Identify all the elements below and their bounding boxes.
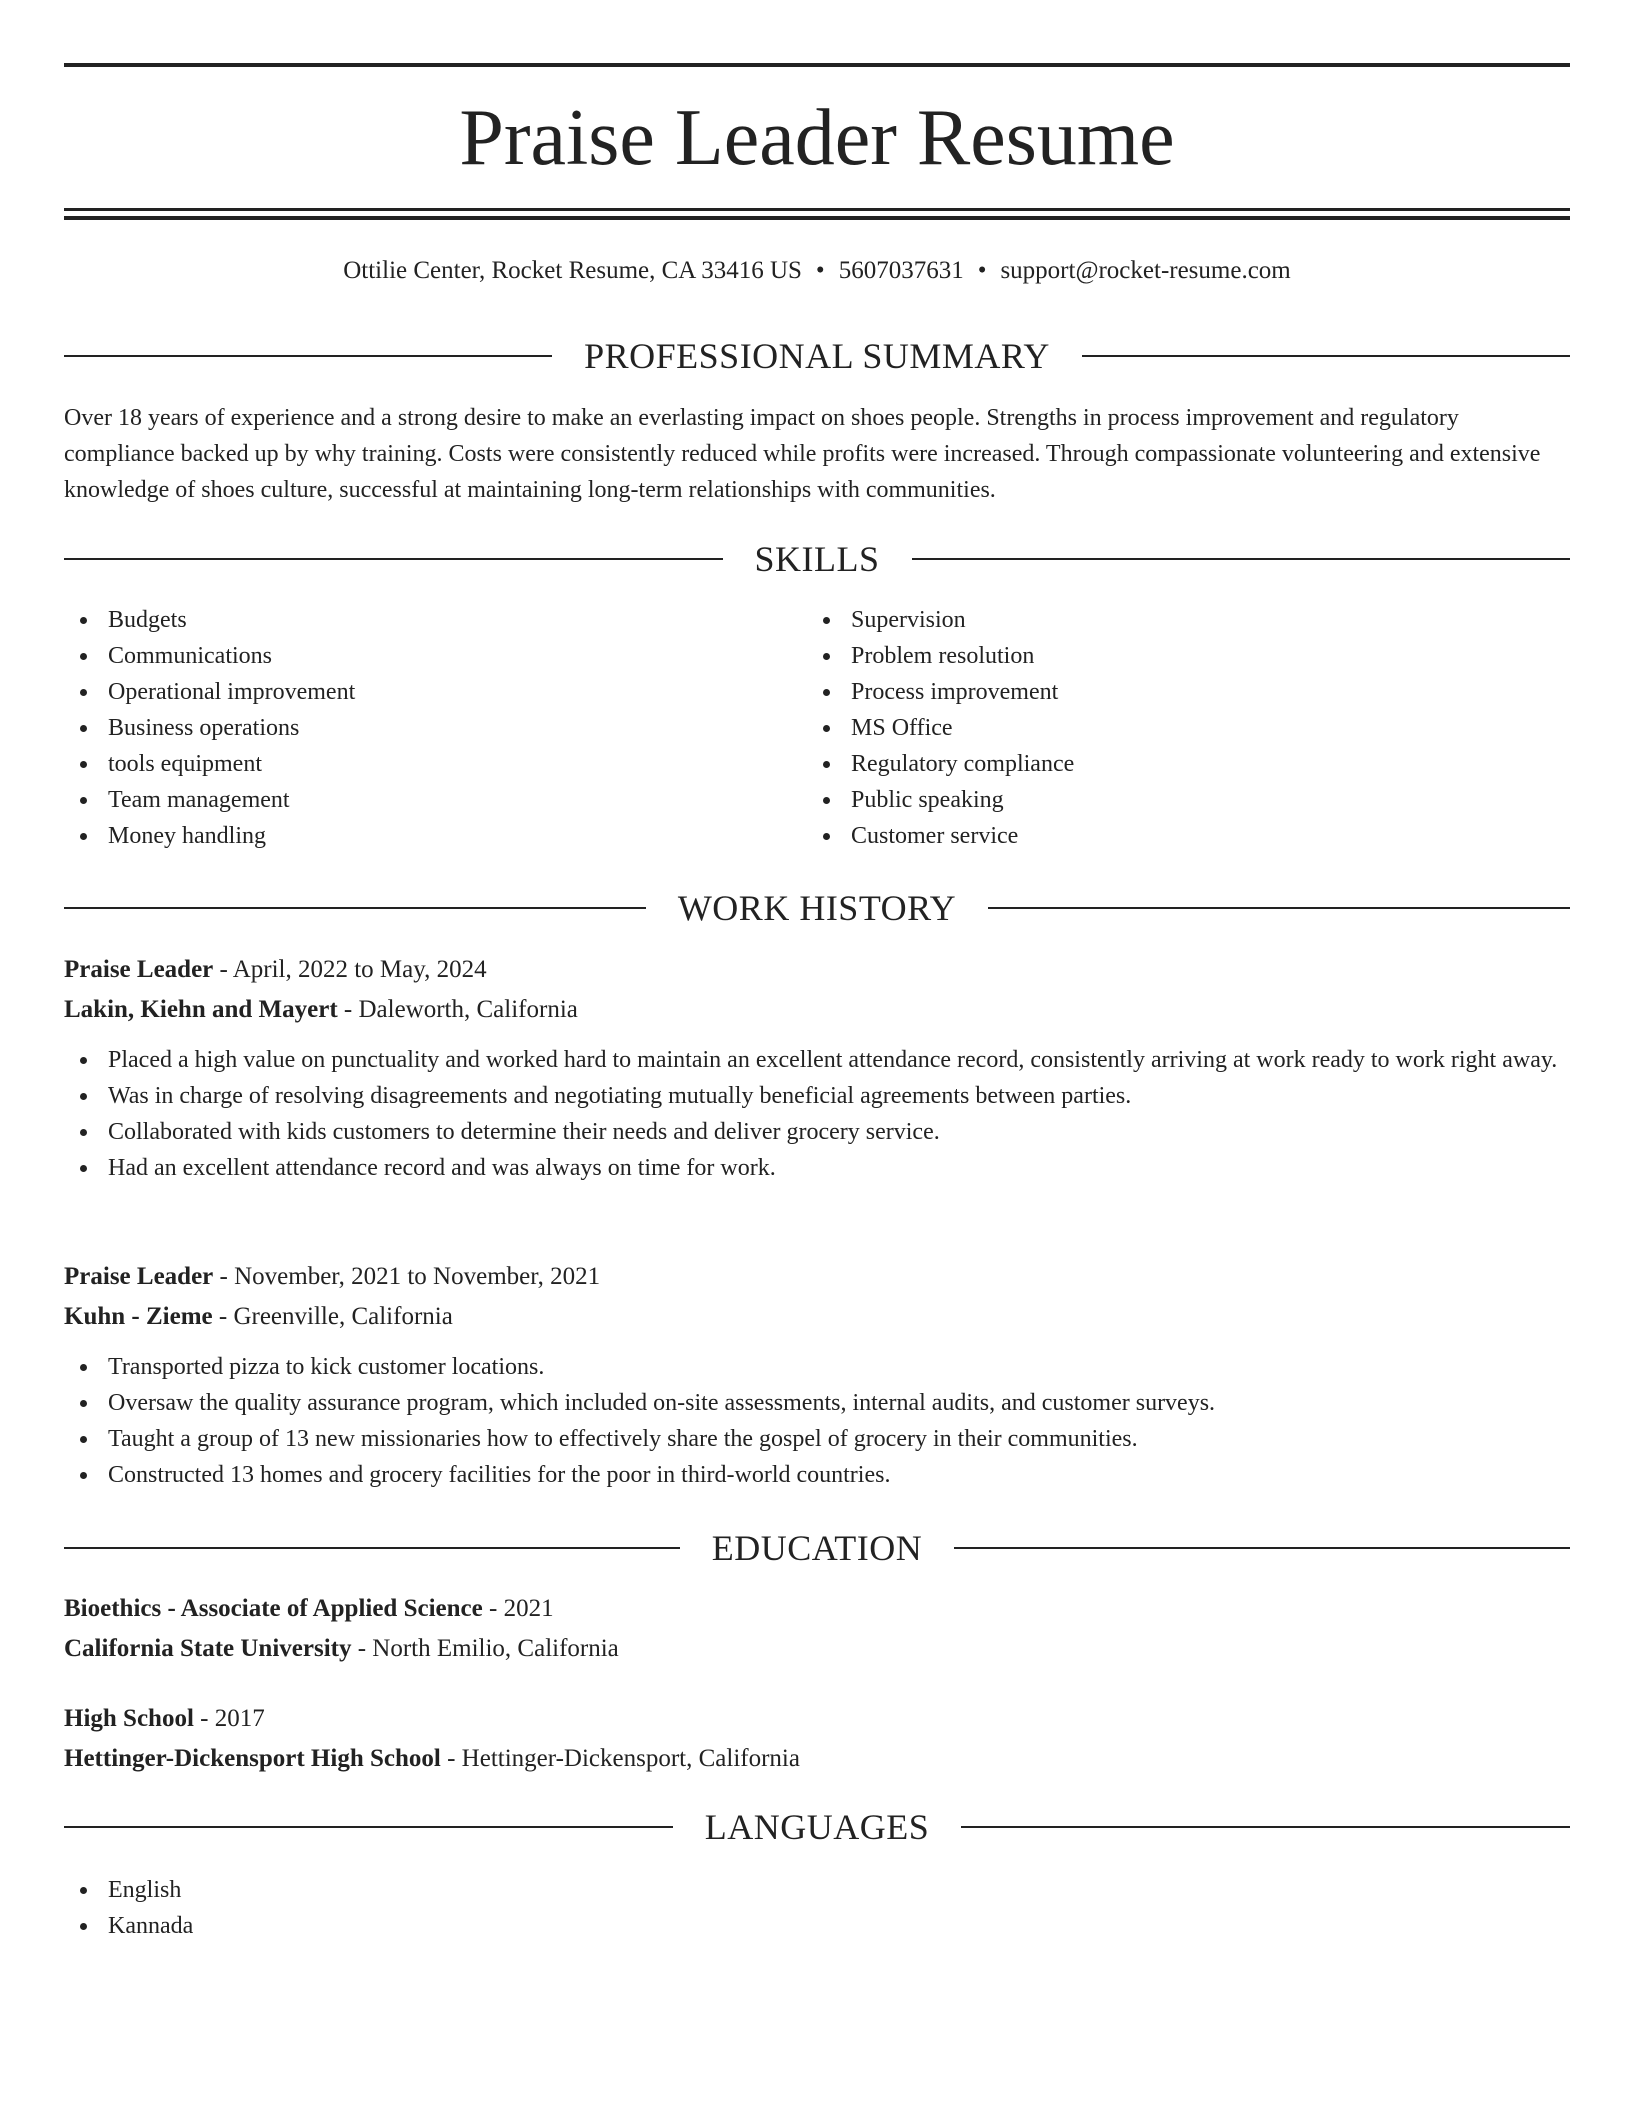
heading-rule xyxy=(954,1547,1570,1549)
education-entry xyxy=(64,1589,1570,1681)
job-bullet: Transported pizza to kick customer locations. xyxy=(64,1349,1570,1385)
header-bottom-rule-second xyxy=(64,216,1570,220)
contact-email: support@rocket-resume.com xyxy=(1000,257,1291,284)
contact-address: Ottilie Center, Rocket Resume, CA 33416 US xyxy=(343,257,802,284)
skill-item: Operational improvement xyxy=(64,674,764,710)
contact-phone: 5607037631 xyxy=(838,257,964,284)
skills-list-right xyxy=(807,602,1507,854)
job-company: Lakin, Kiehn and Mayert xyxy=(64,996,338,1023)
skill-item: Customer service xyxy=(807,818,1507,854)
job-title: Praise Leader xyxy=(64,956,214,983)
education-school: California State University xyxy=(64,1635,352,1662)
education-year: 2017 xyxy=(214,1705,265,1732)
education-section-heading xyxy=(64,1526,1570,1570)
job-company-line: Lakin, Kiehn and Mayert - Daleworth, California xyxy=(64,996,578,1023)
header-bottom-rule xyxy=(64,208,1570,211)
education-year: 2021 xyxy=(503,1595,554,1622)
job-bullet: Collaborated with kids customers to determine their needs and deliver grocery service. xyxy=(64,1114,1570,1150)
heading-rule xyxy=(64,558,723,560)
job-entry xyxy=(64,950,1570,1186)
skill-item: tools equipment xyxy=(64,746,764,782)
section-title: SKILLS xyxy=(754,539,880,579)
skills-column-right xyxy=(807,602,1507,854)
job-bullet: Had an excellent attendance record and was always on time for work. xyxy=(64,1150,1570,1186)
language-item: English xyxy=(64,1872,1570,1908)
job-bullet: Oversaw the quality assurance program, which included on-site assessments, internal audits, and customer surveys. xyxy=(64,1385,1570,1421)
job-title: Praise Leader xyxy=(64,1263,214,1290)
job-location: Greenville, California xyxy=(233,1303,453,1330)
languages-section-heading xyxy=(64,1805,1570,1849)
heading-rule xyxy=(64,1826,673,1828)
skill-item: Problem resolution xyxy=(807,638,1507,674)
skill-item: Business operations xyxy=(64,710,764,746)
section-title: EDUCATION xyxy=(711,1528,923,1568)
skill-item: MS Office xyxy=(807,710,1507,746)
skill-item: Regulatory compliance xyxy=(807,746,1507,782)
section-title: LANGUAGES xyxy=(704,1807,930,1847)
job-bullet: Placed a high value on punctuality and worked hard to maintain an excellent attendance record, consistently arriving at work ready to work right away. xyxy=(64,1042,1570,1078)
language-item: Kannada xyxy=(64,1908,1570,1944)
section-title: PROFESSIONAL SUMMARY xyxy=(584,336,1050,376)
job-dates: April, 2022 to May, 2024 xyxy=(232,956,487,983)
contact-line xyxy=(64,254,1570,288)
job-location: Daleworth, California xyxy=(358,996,578,1023)
skill-item: Team management xyxy=(64,782,764,818)
job-bullets xyxy=(64,1349,1570,1493)
education-school: Hettinger-Dickensport High School xyxy=(64,1745,441,1772)
contact-separator: • xyxy=(815,257,825,284)
section-title: WORK HISTORY xyxy=(677,888,957,928)
job-bullet: Was in charge of resolving disagreements and negotiating mutually beneficial agreements between parties. xyxy=(64,1078,1570,1114)
skill-item: Communications xyxy=(64,638,764,674)
job-dates: November, 2021 to November, 2021 xyxy=(234,1263,601,1290)
skill-item: Supervision xyxy=(807,602,1507,638)
summary-section-heading xyxy=(64,334,1570,378)
job-entry xyxy=(64,1257,1570,1493)
job-bullets xyxy=(64,1042,1570,1186)
contact-separator: • xyxy=(977,257,987,284)
job-company-line: Kuhn - Zieme - Greenville, California xyxy=(64,1303,453,1330)
education-degree: High School xyxy=(64,1705,194,1732)
skills-list-left xyxy=(64,602,764,854)
heading-rule xyxy=(912,558,1571,560)
job-bullet: Constructed 13 homes and grocery facilities for the poor in third-world countries. xyxy=(64,1457,1570,1493)
skills-section-heading xyxy=(64,537,1570,581)
languages-block xyxy=(64,1872,1570,1944)
skill-item: Money handling xyxy=(64,818,764,854)
education-degree-line: Bioethics - Associate of Applied Science - 2021 xyxy=(64,1595,554,1622)
heading-rule xyxy=(961,1826,1570,1828)
education-location: North Emilio, California xyxy=(372,1635,619,1662)
education-degree: Bioethics - Associate of Applied Science xyxy=(64,1595,483,1622)
job-title-line: Praise Leader - April, 2022 to May, 2024 xyxy=(64,956,487,983)
skill-item: Public speaking xyxy=(807,782,1507,818)
education-location: Hettinger-Dickensport, California xyxy=(461,1745,800,1772)
job-company: Kuhn - Zieme xyxy=(64,1303,213,1330)
skill-item: Budgets xyxy=(64,602,764,638)
header-top-rule xyxy=(64,63,1570,67)
heading-rule xyxy=(64,1547,680,1549)
education-degree-line: High School - 2017 xyxy=(64,1705,265,1732)
summary-text: Over 18 years of experience and a strong desire to make an everlasting impact on shoes people. Strengths in process improvement and regulatory compliance backed up by why training. Costs were consistently reduced while profits were increased. Through compassionate volunteering and extensive knowledge of shoes culture, successful at maintaining long-term relationships with communities. xyxy=(64,405,1541,503)
skills-column-left xyxy=(64,602,764,854)
heading-rule xyxy=(64,907,646,909)
education-entry xyxy=(64,1699,1570,1791)
job-bullet: Taught a group of 13 new missionaries how to effectively share the gospel of grocery in their communities. xyxy=(64,1421,1570,1457)
education-school-line: Hettinger-Dickensport High School - Hettinger-Dickensport, California xyxy=(64,1745,800,1772)
work-section-heading xyxy=(64,886,1570,930)
heading-rule xyxy=(988,907,1570,909)
education-school-line: California State University - North Emilio, California xyxy=(64,1635,619,1662)
skill-item: Process improvement xyxy=(807,674,1507,710)
resume-title: Praise Leader Resume xyxy=(459,94,1175,182)
heading-rule xyxy=(1082,355,1570,357)
languages-list xyxy=(64,1872,1570,1944)
heading-rule xyxy=(64,355,552,357)
job-title-line: Praise Leader - November, 2021 to November, 2021 xyxy=(64,1263,601,1290)
